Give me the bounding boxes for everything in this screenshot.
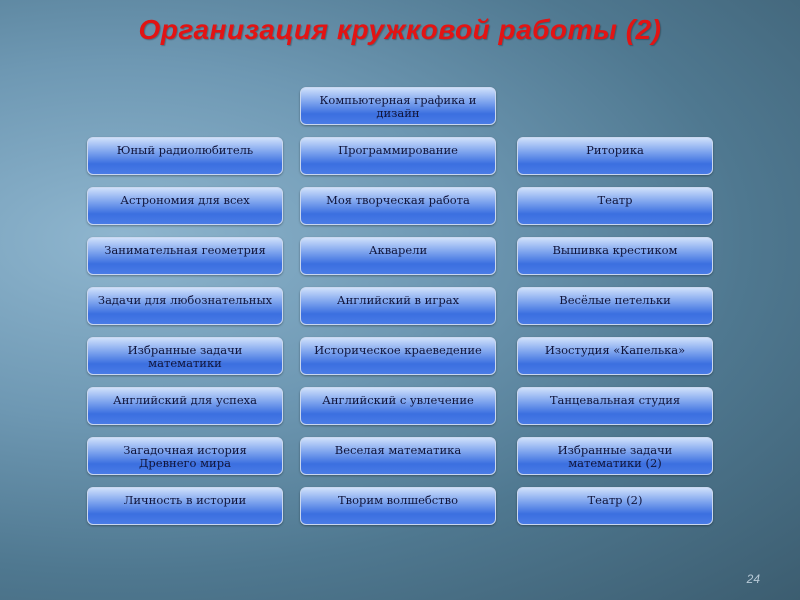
club-label: Риторика	[586, 143, 644, 157]
club-label: Программирование	[338, 143, 458, 157]
club-label: Компьютерная графика и дизайн	[319, 93, 477, 120]
club-box-c2-r6[interactable]	[300, 387, 496, 425]
club-label: Загадочная история Древнего мира	[123, 443, 247, 470]
slide-title: Организация кружковой работы (2)	[138, 14, 662, 45]
club-label: Личность в истории	[123, 493, 247, 507]
club-box-c3-r6[interactable]	[517, 387, 713, 425]
club-label: Акварели	[368, 243, 428, 257]
club-label: Избранные задачи математики	[127, 343, 243, 370]
page-number: 24	[746, 572, 760, 586]
club-box-c1-r6[interactable]	[87, 387, 283, 425]
club-label: Моя творческая работа	[326, 193, 470, 207]
club-box-c1-r3[interactable]	[87, 237, 283, 275]
club-box-c3-r1[interactable]	[517, 137, 713, 175]
club-label: Избранные задачи математики (2)	[557, 443, 673, 470]
club-box-c2-r5[interactable]	[300, 337, 496, 375]
club-label: Английский с увлечение	[322, 393, 474, 407]
club-box-c1-r4[interactable]	[87, 287, 283, 325]
club-label: Весёлые петельки	[559, 293, 671, 307]
club-label: Танцевальная студия	[549, 393, 681, 407]
club-box-top[interactable]	[300, 87, 496, 125]
club-box-c3-r3[interactable]	[517, 237, 713, 275]
club-label: Астрономия для всех	[120, 193, 250, 207]
club-box-c2-r1[interactable]	[300, 137, 496, 175]
club-box-c1-r8[interactable]	[87, 487, 283, 525]
club-box-c2-r4[interactable]	[300, 287, 496, 325]
club-box-c3-r8[interactable]	[517, 487, 713, 525]
club-box-c1-r5[interactable]	[87, 337, 283, 375]
club-box-c1-r1[interactable]	[87, 137, 283, 175]
club-box-c1-r7[interactable]	[87, 437, 283, 475]
club-label: Юный радиолюбитель	[116, 143, 254, 157]
club-box-c1-r2[interactable]	[87, 187, 283, 225]
club-label: Изостудия «Капелька»	[544, 343, 686, 357]
club-label: Театр	[597, 193, 633, 207]
club-label: Театр (2)	[587, 493, 643, 507]
club-label: Задачи для любознательных	[97, 293, 273, 307]
club-box-c2-r3[interactable]	[300, 237, 496, 275]
club-label: Английский в играх	[336, 293, 460, 307]
club-box-c2-r2[interactable]	[300, 187, 496, 225]
club-label: Веселая математика	[334, 443, 462, 457]
club-box-c2-r7[interactable]	[300, 437, 496, 475]
club-label: Творим волшебство	[337, 493, 459, 507]
club-box-c3-r4[interactable]	[517, 287, 713, 325]
club-box-c3-r2[interactable]	[517, 187, 713, 225]
club-box-c3-r5[interactable]	[517, 337, 713, 375]
club-label: Вышивка крестиком	[552, 243, 678, 257]
club-box-c3-r7[interactable]	[517, 437, 713, 475]
club-label: Занимательная геометрия	[104, 243, 266, 257]
club-label: Английский для успеха	[113, 393, 257, 407]
club-box-c2-r8[interactable]	[300, 487, 496, 525]
club-label: Историческое краеведение	[314, 343, 482, 357]
